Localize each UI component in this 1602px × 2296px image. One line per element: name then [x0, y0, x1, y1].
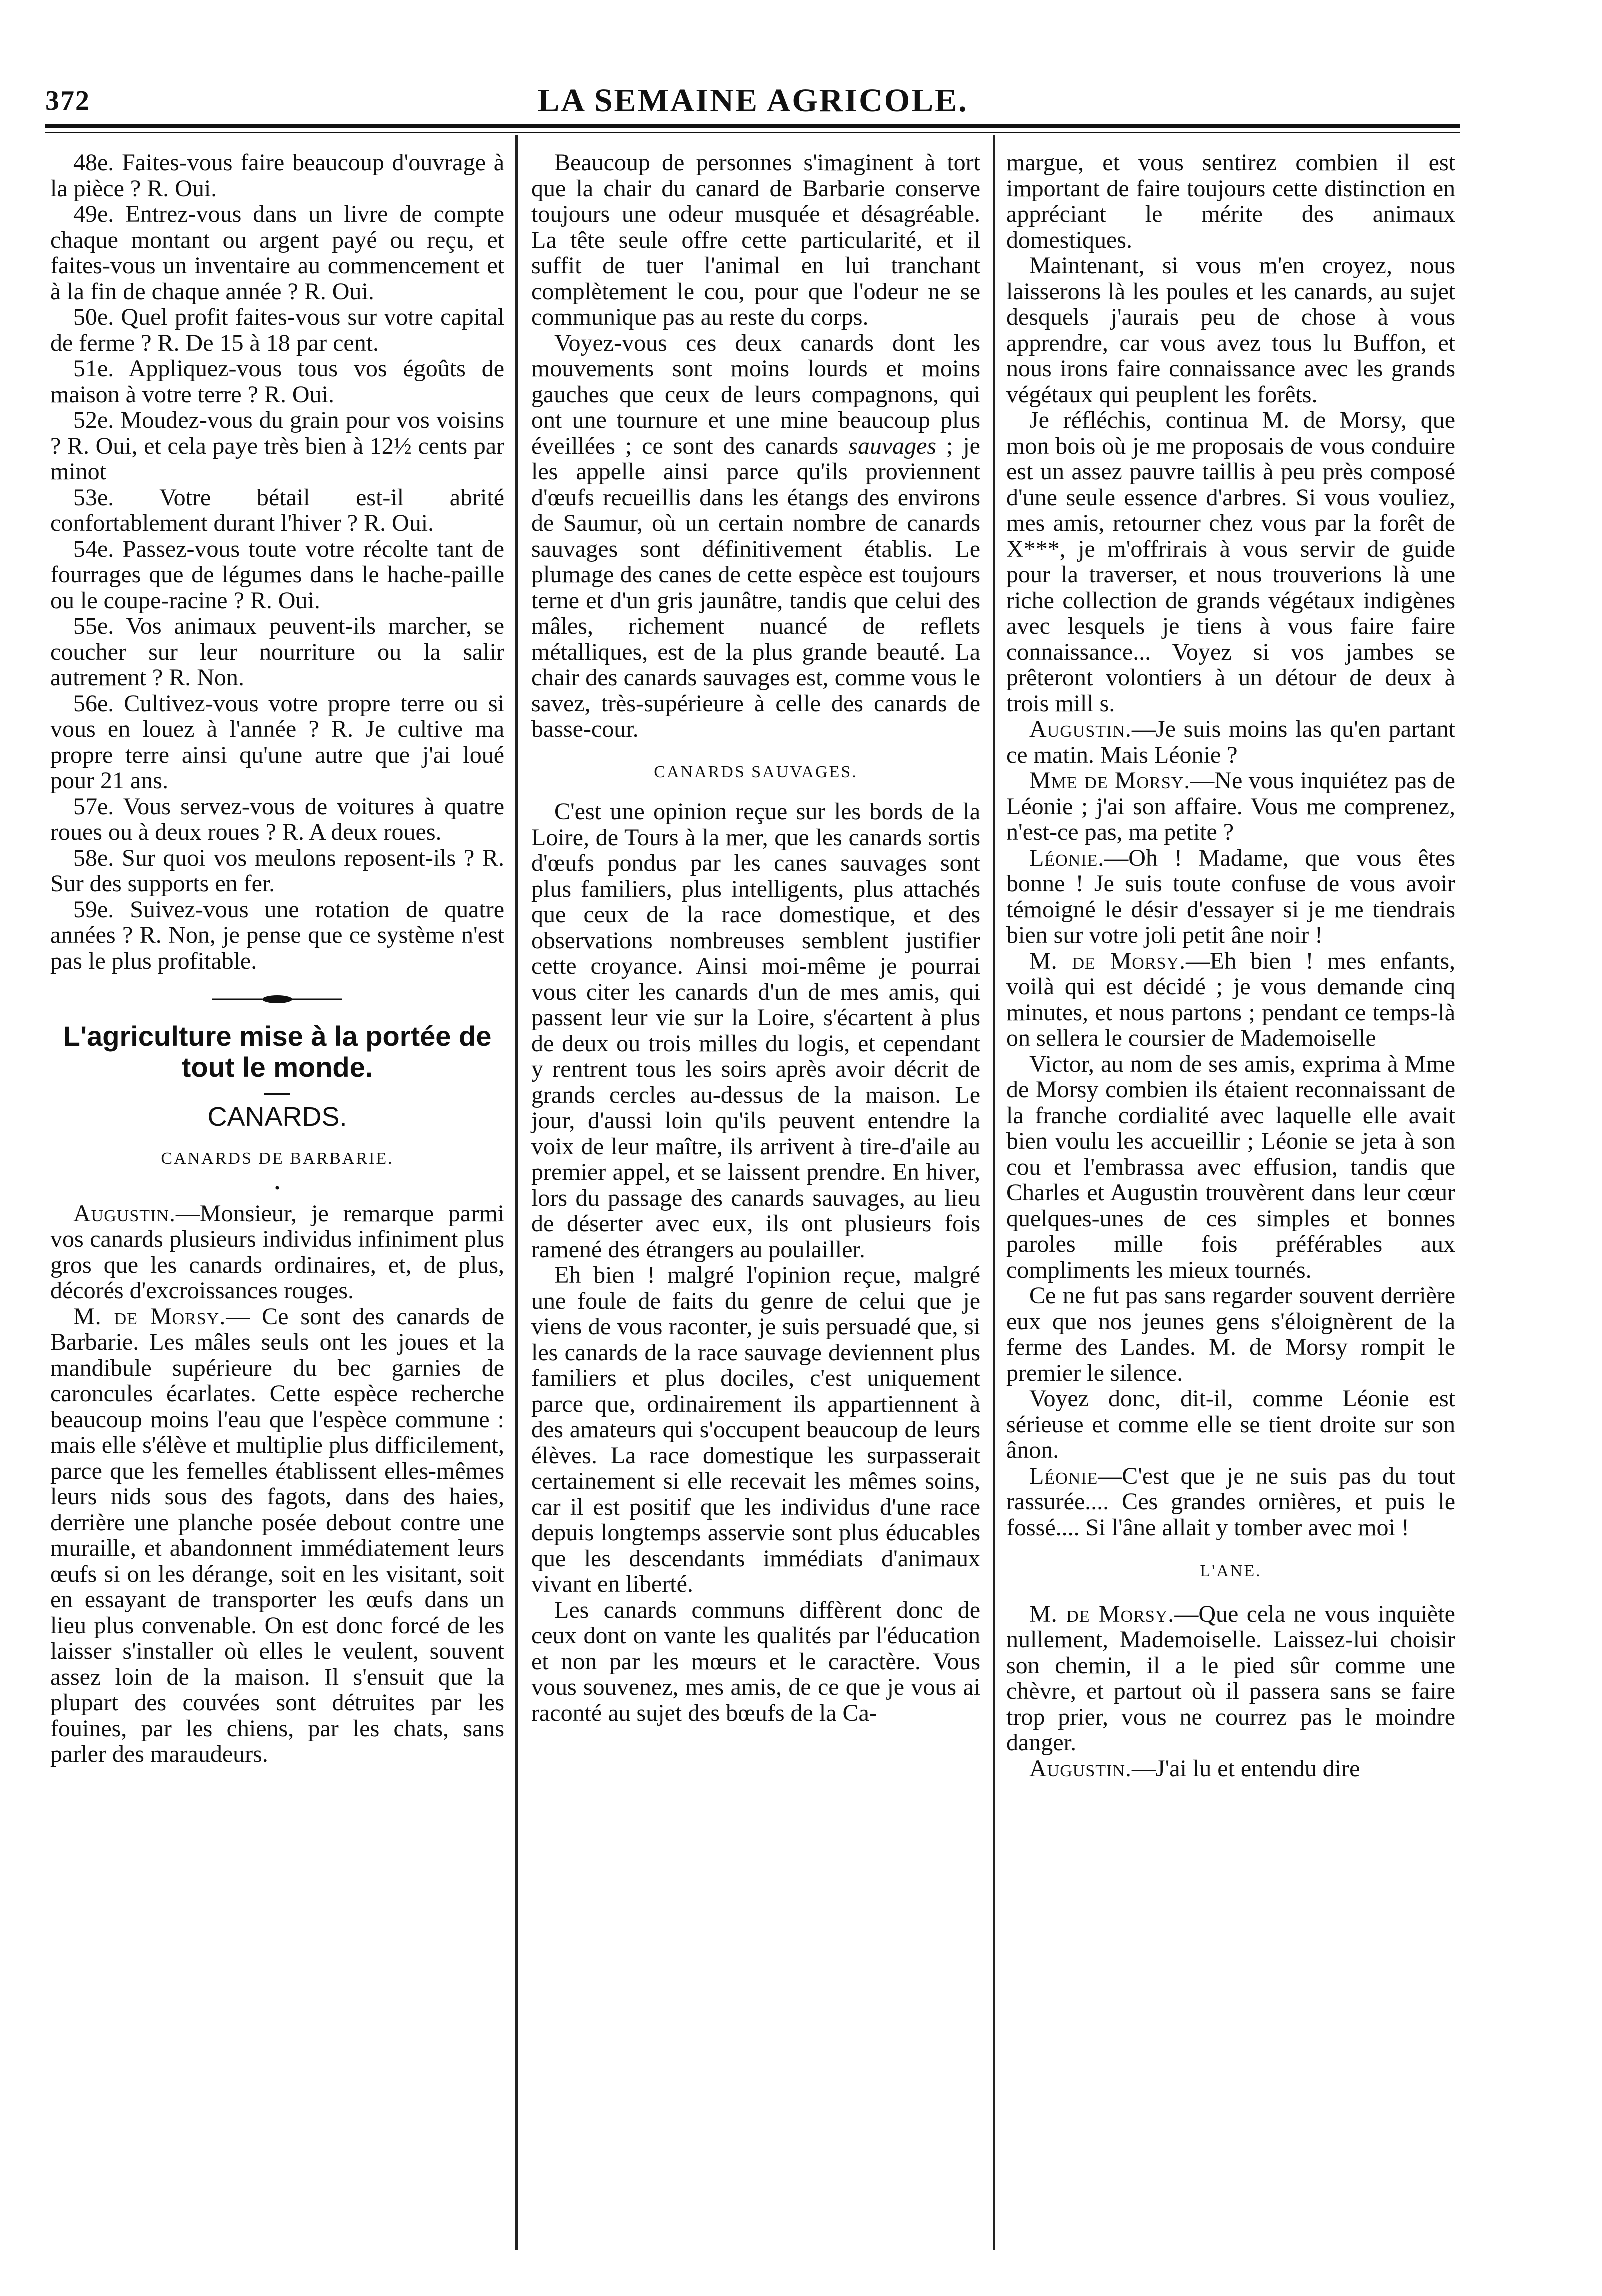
question-51: 51e. Appliquez-vous tous vos égoûts de maison à votre terre ? R. Oui. [50, 356, 504, 408]
speech-augustin: —Je suis moins las qu'en partant ce matin. Mais Léonie ? [1006, 716, 1455, 768]
paragraph-augustin-las [1006, 716, 1455, 768]
speech-leonie: —Oh ! Madame, que vous êtes bonne ! Je suis toute confuse de vous avoir témoigné le désir d'essayer si je me tiendrais bien sur votre joli petit âne noir ! [1006, 844, 1455, 948]
paragraph-morsy-1 [1006, 948, 1455, 1052]
speech-augustin: —J'ai lu et entendu dire [1131, 1755, 1360, 1782]
speaker-mme-morsy: Mme de Morsy. [1029, 768, 1191, 794]
question-57: 57e. Vous servez-vous de voitures à quatre roues ou à deux roues ? R. A deux roues. [50, 793, 504, 846]
paragraph-morsy-2 [1006, 1602, 1455, 1756]
barbarie-heading: CANARDS DE BARBARIE. [161, 1150, 394, 1168]
speech-augustin: —Monsieur, je remarque parmi vos canards plusieurs individus infiniment plus gros que les canards ordinaires, et, de plus, décorés d'excroissances rouges. [50, 1200, 504, 1304]
dot-separator: • [274, 1180, 280, 1196]
emphasis-sauvages: sauvages [848, 432, 937, 460]
journal-title: LA SEMAINE AGRICOLE. [537, 82, 968, 119]
paragraph-canards-communs: Les canards communs diffèrent donc de ceux dont on vante les qualités par l'éducation et non par les mœurs et le caractère. Vous vous souvenez, mes amis, de ce que je vous ai raconté au sujet des bœufs de la Ca- [531, 1596, 980, 1726]
speech-leonie: —C'est que je ne suis pas du tout rassurée.... Ces grandes ornières, et puis le fossé.... Si l'âne allait y tomber avec moi ! [1006, 1462, 1455, 1541]
column-divider-2 [993, 135, 995, 2250]
paragraph-opinion-loire: C'est une opinion reçue sur les bords de la Loire, de Tours à la mer, que les canards sortis d'œufs pondus par les canes sauvages sont plus familiers, plus intelligents, plus attachés que ceux de la race domestique, et des observations nombreuses semblent justifier cette croyance. Ainsi moi-même je pourrai vous citer les canards d'un de mes amis, qui passent leur vie sur la Loire, s'écartent à plus de deux ou trois milles du logis, et cependant y rentrent tous les soirs après avoir décrit de grands cercles au-dessus de la maison. Le jour, d'aussi loin qu'ils peuvent entendre la voix de leur maître, ils arrivent à tire-d'aile au premier appel, et se laissent prendre. En hiver, lors du passage des canards sauvages, au lieu de déserter avec eux, ils ont plusieurs fois ramené des étrangers au poulailler. [531, 798, 980, 1263]
speaker-augustin: Augustin. [73, 1200, 176, 1227]
column-2 [531, 150, 980, 1726]
paragraph-victor: Victor, au nom de ses amis, exprima à Mme de Morsy combien ils étaient reconnaissant de la franche cordialité avec laquelle elle avait bien voulu les accueillir ; Léonie se jeta à son cou et l'embrassa avec effusion, tandis que Charles et Augustin trouvèrent dans leur cœur quelques-unes de ces simples et bonnes paroles mille fois préférables aux compliments les mieux tournés. [1006, 1050, 1455, 1284]
question-52: 52e. Moudez-vous du grain pour vos voisins ? R. Oui, et cela paye très bien à 12½ cents par minot [50, 407, 504, 485]
speech-morsy: —Eh bien ! mes enfants, voilà qui est décidé ; je vous demande cinq minutes, et nous partons ; pendant ce temps-là on sellera le coursier de Mademoiselle [1006, 948, 1455, 1052]
paragraph-barbarie-odeur: Beaucoup de personnes s'imaginent à tort que la chair du canard de Barbarie conserve toujours une odeur musquée et désagréable. La tête seule offre cette particularité, et il suffit de tuer l'animal en lui tranchant complètement le cou, pour que l'odeur ne se communique pas au reste du corps. [531, 150, 980, 330]
paragraph-morsy [50, 1304, 504, 1768]
sauvages-heading: CANARDS SAUVAGES. [654, 762, 858, 782]
paragraph-augustin [50, 1201, 504, 1304]
paragraph-camargue: margue, et vous sentirez combien il est important de faire toujours cette distinction en appréciant le mérite des animaux domestiques. [1006, 150, 1455, 254]
header-rule-thin [45, 132, 1460, 134]
paragraph-leonie-2 [1006, 1464, 1455, 1541]
section-title: L'agriculture mise à la portée de tout le monde. [63, 1020, 492, 1083]
canards-title: CANARDS. [207, 1102, 347, 1132]
text-segment: Voyez-vous ces deux canards dont les mouvements sont moins lourds et moins gauches que ceux de leurs compagnons, qui ont une tournure et une mine beaucoup plus éveillées ; ce sont des canards [531, 330, 980, 460]
question-50: 50e. Quel profit faites-vous sur votre capital de ferme ? R. De 15 à 18 par cent. [50, 304, 504, 356]
speaker-morsy: M. de Morsy. [1029, 948, 1186, 974]
speaker-augustin: Augustin. [1029, 1755, 1132, 1782]
paragraph-canards-sauvages [531, 330, 980, 742]
paragraph-reflechis: Je réfléchis, continua M. de Morsy, que mon bois où je me proposais de vous conduire est un assez pauvre taillis à peu près composé d'une seule essence d'arbres. Si vous vouliez, mes amis, retourner chez vous par la forêt de X***, je m'offrirais à vous servir de guide pour la traverser, et nous trouverions là une riche collection de grands végétaux indigènes avec lesquels je tiens à vous faire faire connaissance... Voyez si vos jambes se prêteront volontiers à un détour de deux à trois mill s. [1006, 407, 1455, 717]
paragraph-leonie-1 [1006, 846, 1455, 948]
paragraph-augustin-2 [1006, 1756, 1455, 1782]
ornament-divider [50, 985, 504, 1000]
question-56: 56e. Cultivez-vous votre propre terre ou si vous en louez à l'année ? R. Je cultive ma propre terre ainsi qu'une autre que j'ai loué pour 21 ans. [50, 690, 504, 794]
header-rule-thick [45, 124, 1460, 128]
text-segment: ; je les appelle ainsi parce qu'ils proviennent d'œufs recueillis dans les étangs des environs de Saumur, où un certain nombre de canards sauvages sont définitivement établis. Le plumage des canes de cette espèce est toujours terne et d'un gris jaunâtre, tandis que celui des mâles, richement nuancé de reflets métalliques, est de la plus grande beauté. La chair des canards sauvages est, comme vous le savez, très-supérieure à celle des canards de basse-cour. [531, 432, 980, 742]
column-1 [50, 150, 504, 1768]
question-55: 55e. Vos animaux peuvent-ils marcher, se coucher sur leur nourriture ou la salir autrement ? R. Non. [50, 613, 504, 691]
speech-mme-morsy: —Ne vous inquiétez pas de Léonie ; j'ai son affaire. Vous me comprenez, n'est-ce pas, ma petite ? [1006, 768, 1455, 846]
paragraph-ce-ne-fut: Ce ne fut pas sans regarder souvent derrière eux que nos jeunes gens s'éloignèrent de la ferme des Landes. M. de Morsy rompit le premier le silence. [1006, 1282, 1455, 1386]
page-header [45, 75, 1460, 119]
speaker-morsy: M. de Morsy. [73, 1303, 226, 1330]
question-58: 58e. Sur quoi vos meulons reposent-ils ? R. Sur des supports en fer. [50, 844, 504, 897]
speaker-augustin: Augustin. [1029, 716, 1132, 742]
column-3 [1006, 150, 1455, 1782]
paragraph-mme-morsy [1006, 768, 1455, 846]
speaker-leonie: Léonie. [1029, 844, 1105, 872]
ornament-icon [212, 994, 342, 1006]
paragraph-maintenant: Maintenant, si vous m'en croyez, nous laisserons là les poules et les canards, au sujet desquels j'aurais peu de chose à vous apprendre, car vous avez tous lu Buffon, et nous irons faire connaissance avec les grands végétaux qui peuplent les forêts. [1006, 252, 1455, 408]
speaker-morsy: M. de Morsy. [1029, 1600, 1175, 1628]
short-rule [264, 1093, 290, 1095]
question-48: 48e. Faites-vous faire beaucoup d'ouvrage à la pièce ? R. Oui. [50, 150, 504, 202]
paragraph-voyez-donc: Voyez donc, dit-il, comme Léonie est sérieuse et comme elle se tient droite sur son ânon. [1006, 1386, 1455, 1464]
question-49: 49e. Entrez-vous dans un livre de compte chaque montant ou argent payé ou reçu, et faites-vous un inventaire au commencement et à la fin de chaque année ? R. Oui. [50, 201, 504, 305]
paragraph-eh-bien: Eh bien ! malgré l'opinion reçue, malgré une foule de faits du genre de celui que je viens de vous raconter, je suis persuadé que, si les canards de la race sauvage deviennent plus familiers et plus dociles, c'est uniquement parce que, ordinairement ils appartiennent à des amateurs qui s'occupent beaucoup de leurs élèves. La race domestique les surpasserait certainement si elle recevait les mêmes soins, car il est positif que les individus d'une race depuis longtemps asservie sont plus éducables que les descendants immédiats d'animaux vivant en liberté. [531, 1262, 980, 1598]
question-54: 54e. Passez-vous toute votre récolte tant de fourrages que de légumes dans le hache-paille ou le coupe-racine ? R. Oui. [50, 536, 504, 614]
page-number: 372 [45, 86, 90, 116]
speech-morsy: — Ce sont des canards de Barbarie. Les mâles seuls ont les joues et la mandibule supérieure du bec garnies de caroncules écarlates. Cette espèce recherche beaucoup moins l'eau que l'espèce commune : mais elle s'élève et multiplie plus difficilement, parce que les femelles établissent elles-mêmes leurs nids sous des fagots, dans des haies, derrière une planche posée debout contre une muraille, et abandonnent immédiatement leurs œufs si on les dérange, soit en les visitant, soit en essayant de transporter les œufs dans un lieu plus convenable. On est donc forcé de les laisser s'installer où elles le veulent, souvent assez loin de la maison. Il s'ensuit que la plupart des couvées sont détruites par les fouines, par les chiens, par les chats, sans parler des maraudeurs. [50, 1303, 504, 1768]
column-divider-1 [515, 135, 518, 2250]
question-59: 59e. Suivez-vous une rotation de quatre années ? R. Non, je pense que ce système n'est pas le plus profitable. [50, 896, 504, 974]
speech-morsy: —Que cela ne vous inquiète nullement, Mademoiselle. Laissez-lui choisir son chemin, il a le pied sûr comme une chèvre, et partout où il passera sans se faire trop prier, vous ne courrez pas le moindre danger. [1006, 1600, 1455, 1756]
ane-heading: L'ANE. [1200, 1562, 1262, 1580]
question-53: 53e. Votre bétail est-il abrité confortablement durant l'hiver ? R. Oui. [50, 484, 504, 536]
speaker-leonie: Léonie [1029, 1462, 1098, 1490]
